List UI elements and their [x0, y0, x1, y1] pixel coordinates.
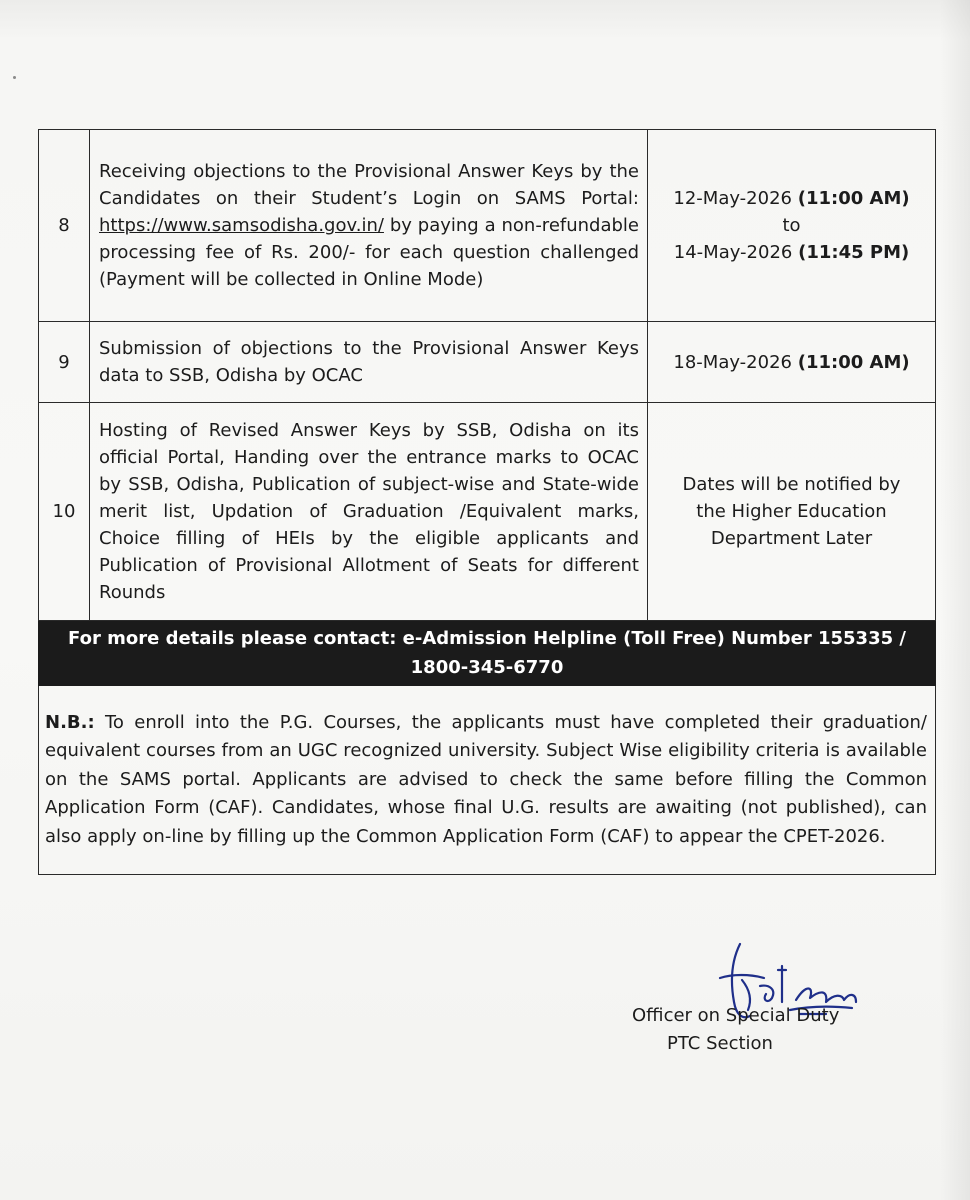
date-note-line: the Higher Education	[696, 501, 887, 522]
schedule-table	[38, 129, 936, 875]
date-note-line: Dates will be notified by	[682, 474, 901, 495]
activity-text: Receiving objections to the Provisional Answer Keys by the Candidates on their Student’s Login on SAMS Portal:	[99, 161, 639, 209]
date-line	[648, 349, 935, 376]
date-start-line	[648, 185, 935, 212]
signatory-section: PTC Section	[667, 1033, 773, 1054]
signatory-title: Officer on Special Duty	[632, 1005, 840, 1026]
helpline-text: For more details please contact: e-Admission Helpline (Toll Free) Number 155335 /	[68, 628, 906, 649]
date-end: 14-May-2026	[673, 242, 793, 263]
date-start: 12-May-2026	[673, 188, 792, 209]
row-serial: 8	[39, 130, 90, 322]
sams-portal-link[interactable]: https://www.samsodisha.gov.in/	[99, 215, 384, 236]
row-serial: 9	[39, 322, 90, 403]
row-activity: Submission of objections to the Provisional Answer Keys data to SSB, Odisha by OCAC	[90, 322, 648, 403]
time-start: (11:00 AM)	[797, 188, 910, 209]
schedule-document	[38, 129, 927, 875]
table-row	[39, 403, 936, 621]
row-date	[648, 322, 936, 403]
helpline-cell	[39, 621, 936, 686]
date-value: 18-May-2026	[673, 351, 792, 373]
date-note-line: Department Later	[710, 528, 873, 549]
paper-speck	[13, 76, 16, 79]
helpline-number: 1800-345-6770	[410, 657, 564, 678]
signature-block	[600, 940, 880, 1060]
row-date	[648, 403, 936, 621]
row-date	[648, 130, 936, 322]
table-row	[39, 322, 936, 403]
row-activity: Hosting of Revised Answer Keys by SSB, Odisha on its official Portal, Handing over the entrance marks to OCAC by SSB, Odisha, Publication of subject-wise and State-wide merit list, Updation of Graduation /Equivalent marks, Choice filling of HEIs by the eligible applicants and Publication of Provisional Allotment of Seats for different Rounds	[90, 403, 648, 621]
table-row	[39, 130, 936, 322]
date-connector: to	[782, 215, 801, 236]
activity-text: by paying a non-refundable processing fee of Rs. 200/- for each question challenged (Payment will be collected in Online Mode)	[99, 215, 639, 290]
page-edge-shadow	[940, 0, 970, 1200]
time-value: (11:00 AM)	[797, 351, 910, 373]
nb-note-row	[39, 686, 936, 875]
row-serial: 10	[39, 403, 90, 621]
time-end: (11:45 PM)	[798, 242, 910, 263]
row-activity	[90, 130, 648, 322]
nb-text: To enroll into the P.G. Courses, the applicants must have completed their graduation/ equivalent courses from an UGC recognized university. Subject Wise eligibility criteria is available on the SAMS portal. Applicants are advised to check the same before filling the Common Application Form (CAF). Candidates, whose final U.G. results are awaiting (not published), can also apply on-line by filling up the Common Application Form (CAF) to appear the CPET-2026.	[45, 711, 927, 847]
nb-note	[39, 686, 936, 875]
date-end-line	[648, 239, 935, 266]
nb-label: N.B.:	[45, 711, 95, 733]
helpline-banner	[39, 621, 936, 686]
